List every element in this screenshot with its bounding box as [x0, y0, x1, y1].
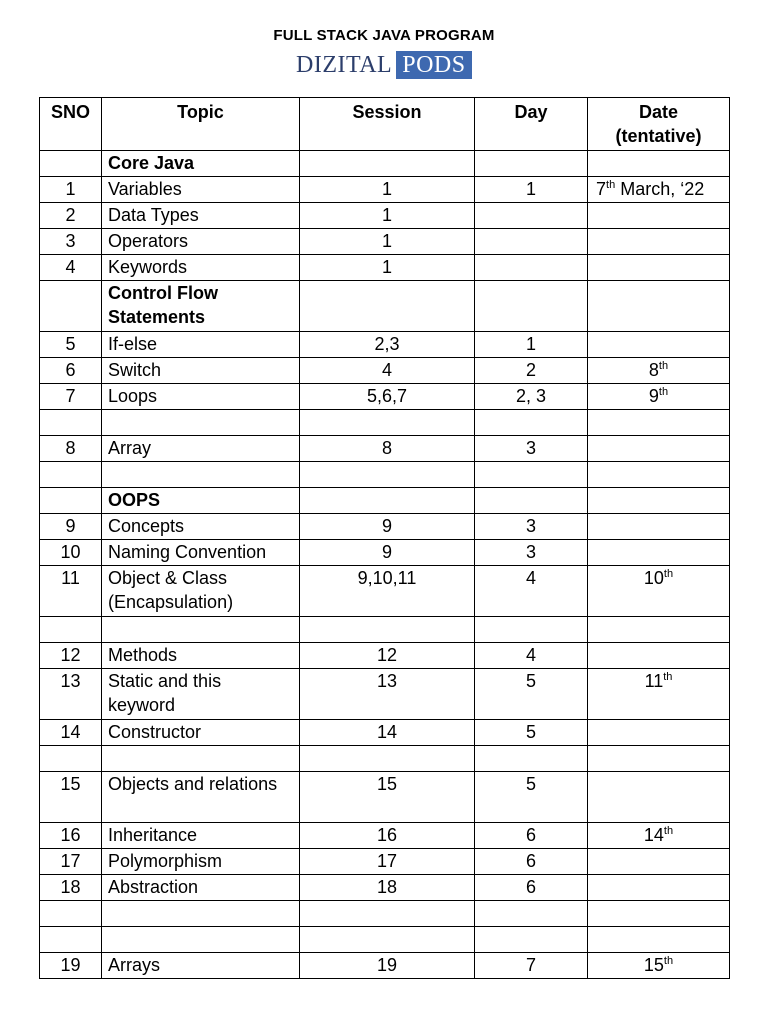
row-sno: [40, 410, 102, 436]
row-date: [588, 720, 730, 746]
table-row: [40, 617, 730, 643]
row-topic: Loops: [102, 384, 300, 410]
date-day: 11: [644, 671, 664, 691]
row-day: 6: [475, 849, 588, 875]
date-ordinal-suffix: th: [658, 360, 669, 372]
row-session: 18: [300, 875, 475, 901]
date-day: 9: [648, 386, 659, 406]
row-topic: Static and this keyword: [102, 669, 300, 720]
row-sno: [40, 927, 102, 953]
header-row: [40, 98, 730, 151]
table-row: [40, 927, 730, 953]
row-date: [588, 540, 730, 566]
row-day: [475, 255, 588, 281]
table-row: [40, 669, 730, 720]
row-date: [588, 229, 730, 255]
row-date: [588, 875, 730, 901]
date-day: 7: [596, 179, 607, 199]
row-date: [588, 669, 730, 720]
table-row: [40, 358, 730, 384]
row-date: [588, 384, 730, 410]
column-header-date-label: Date: [638, 102, 678, 122]
row-session: [300, 617, 475, 643]
logo-text-right: PODS: [396, 51, 471, 79]
row-session: 9: [300, 540, 475, 566]
row-topic: Objects and relations: [102, 772, 300, 823]
row-day: 2: [475, 358, 588, 384]
table-row: [40, 410, 730, 436]
table-row: [40, 514, 730, 540]
table-row: [40, 720, 730, 746]
row-sno: 14: [40, 720, 102, 746]
row-sno: 13: [40, 669, 102, 720]
row-day: [475, 203, 588, 229]
table-row: [40, 566, 730, 617]
row-topic: Operators: [102, 229, 300, 255]
table-row: [40, 746, 730, 772]
row-session: 1: [300, 177, 475, 203]
table-row: [40, 177, 730, 203]
row-session: 8: [300, 436, 475, 462]
table-row: [40, 384, 730, 410]
row-sno: 7: [40, 384, 102, 410]
table-row: [40, 823, 730, 849]
row-topic: Variables: [102, 177, 300, 203]
row-day: 6: [475, 875, 588, 901]
page-title: FULL STACK JAVA PROGRAM: [273, 27, 495, 44]
date-ordinal-suffix: th: [606, 179, 616, 191]
row-session: 1: [300, 255, 475, 281]
row-session: 15: [300, 772, 475, 823]
row-sno: 9: [40, 514, 102, 540]
row-day: [475, 901, 588, 927]
row-topic: Switch: [102, 358, 300, 384]
row-sno: 2: [40, 203, 102, 229]
table-row: [40, 255, 730, 281]
row-sno: 18: [40, 875, 102, 901]
row-session: [300, 410, 475, 436]
row-topic: Constructor: [102, 720, 300, 746]
row-sno: 8: [40, 436, 102, 462]
row-sno: 6: [40, 358, 102, 384]
row-date: [588, 849, 730, 875]
row-topic: Abstraction: [102, 875, 300, 901]
table-row: [40, 281, 730, 332]
section-heading: OOPS: [102, 488, 300, 514]
row-day: [475, 281, 588, 332]
row-topic: [102, 901, 300, 927]
row-day: [475, 229, 588, 255]
row-sno: 16: [40, 823, 102, 849]
table-row: [40, 229, 730, 255]
date-ordinal-suffix: th: [663, 955, 674, 967]
table-row: [40, 332, 730, 358]
row-sno: [40, 901, 102, 927]
row-date: [588, 643, 730, 669]
row-sno: 3: [40, 229, 102, 255]
row-sno: [40, 488, 102, 514]
row-date: [588, 746, 730, 772]
row-sno: [40, 617, 102, 643]
row-topic: Arrays: [102, 953, 300, 979]
row-sno: [40, 746, 102, 772]
row-topic: If-else: [102, 332, 300, 358]
row-date: [588, 358, 730, 384]
row-session: [300, 488, 475, 514]
date-month-year: March, ‘22: [615, 179, 705, 199]
table-row: [40, 462, 730, 488]
row-session: [300, 901, 475, 927]
table-row: [40, 772, 730, 823]
row-topic: [102, 927, 300, 953]
row-sno: 4: [40, 255, 102, 281]
row-topic: [102, 617, 300, 643]
table-row: [40, 953, 730, 979]
row-sno: 5: [40, 332, 102, 358]
row-topic: Array: [102, 436, 300, 462]
row-date: [588, 255, 730, 281]
row-day: 1: [475, 177, 588, 203]
row-day: [475, 488, 588, 514]
row-sno: [40, 281, 102, 332]
table-row: [40, 203, 730, 229]
row-session: 17: [300, 849, 475, 875]
date-day: 15: [643, 955, 664, 975]
row-session: [300, 746, 475, 772]
row-date: [588, 488, 730, 514]
row-topic: Methods: [102, 643, 300, 669]
date-day: 14: [643, 825, 664, 845]
column-header-date-note: (tentative): [615, 126, 702, 146]
table-row: [40, 488, 730, 514]
date-ordinal-suffix: th: [663, 671, 673, 683]
row-sno: 11: [40, 566, 102, 617]
row-day: 2, 3: [475, 384, 588, 410]
date-ordinal-suffix: th: [663, 568, 674, 580]
row-date: [588, 151, 730, 177]
table-row: [40, 643, 730, 669]
row-date: [588, 462, 730, 488]
row-session: 1: [300, 203, 475, 229]
row-date: [588, 617, 730, 643]
row-day: [475, 462, 588, 488]
table-row: [40, 540, 730, 566]
row-topic: [102, 462, 300, 488]
row-sno: [40, 462, 102, 488]
row-day: 3: [475, 436, 588, 462]
row-session: [300, 462, 475, 488]
row-day: 5: [475, 772, 588, 823]
row-topic: Inheritance: [102, 823, 300, 849]
date-day: 8: [648, 360, 659, 380]
row-date: [588, 410, 730, 436]
row-session: 9: [300, 514, 475, 540]
row-session: 4: [300, 358, 475, 384]
row-date: [588, 772, 730, 823]
row-topic: Object & Class (Encapsulation): [102, 566, 300, 617]
column-header-date: [588, 98, 730, 151]
dizital-pods-logo: [294, 51, 472, 79]
row-day: 1: [475, 332, 588, 358]
table-row: [40, 901, 730, 927]
date-ordinal-suffix: th: [663, 825, 674, 837]
table-row: [40, 436, 730, 462]
row-sno: 17: [40, 849, 102, 875]
row-date: [588, 177, 730, 203]
column-header-sno: SNO: [40, 98, 102, 151]
row-day: 4: [475, 643, 588, 669]
section-heading: Control Flow Statements: [102, 281, 300, 332]
row-session: 2,3: [300, 332, 475, 358]
row-session: 16: [300, 823, 475, 849]
row-day: [475, 746, 588, 772]
row-day: [475, 151, 588, 177]
row-session: 14: [300, 720, 475, 746]
row-day: 4: [475, 566, 588, 617]
row-day: 5: [475, 669, 588, 720]
schedule-table: [39, 97, 730, 979]
row-date: [588, 203, 730, 229]
date-day: 10: [643, 568, 664, 588]
row-day: 3: [475, 514, 588, 540]
column-header-session: Session: [300, 98, 475, 151]
row-sno: [40, 151, 102, 177]
row-session: [300, 281, 475, 332]
row-day: 3: [475, 540, 588, 566]
row-topic: Keywords: [102, 255, 300, 281]
row-date: [588, 436, 730, 462]
date-ordinal-suffix: th: [658, 386, 669, 398]
row-session: 19: [300, 953, 475, 979]
row-topic: Concepts: [102, 514, 300, 540]
row-date: [588, 953, 730, 979]
row-date: [588, 901, 730, 927]
row-day: [475, 410, 588, 436]
row-day: 7: [475, 953, 588, 979]
row-sno: 15: [40, 772, 102, 823]
row-date: [588, 332, 730, 358]
row-session: 5,6,7: [300, 384, 475, 410]
row-session: 12: [300, 643, 475, 669]
row-topic: Data Types: [102, 203, 300, 229]
row-sno: 12: [40, 643, 102, 669]
row-session: [300, 927, 475, 953]
table-row: [40, 151, 730, 177]
row-date: [588, 514, 730, 540]
row-sno: 10: [40, 540, 102, 566]
row-session: 1: [300, 229, 475, 255]
row-topic: [102, 410, 300, 436]
table-row: [40, 875, 730, 901]
row-day: [475, 927, 588, 953]
row-day: 5: [475, 720, 588, 746]
section-heading: Core Java: [102, 151, 300, 177]
row-session: 9,10,11: [300, 566, 475, 617]
row-day: 6: [475, 823, 588, 849]
row-session: [300, 151, 475, 177]
row-topic: [102, 746, 300, 772]
row-sno: 19: [40, 953, 102, 979]
table-row: [40, 849, 730, 875]
row-date: [588, 927, 730, 953]
row-topic: Naming Convention: [102, 540, 300, 566]
row-topic: Polymorphism: [102, 849, 300, 875]
column-header-topic: Topic: [102, 98, 300, 151]
row-day: [475, 617, 588, 643]
row-sno: 1: [40, 177, 102, 203]
column-header-day: Day: [475, 98, 588, 151]
logo-text-left: DIZITAL: [296, 52, 393, 78]
row-date: [588, 281, 730, 332]
row-date: [588, 823, 730, 849]
row-session: 13: [300, 669, 475, 720]
row-date: [588, 566, 730, 617]
